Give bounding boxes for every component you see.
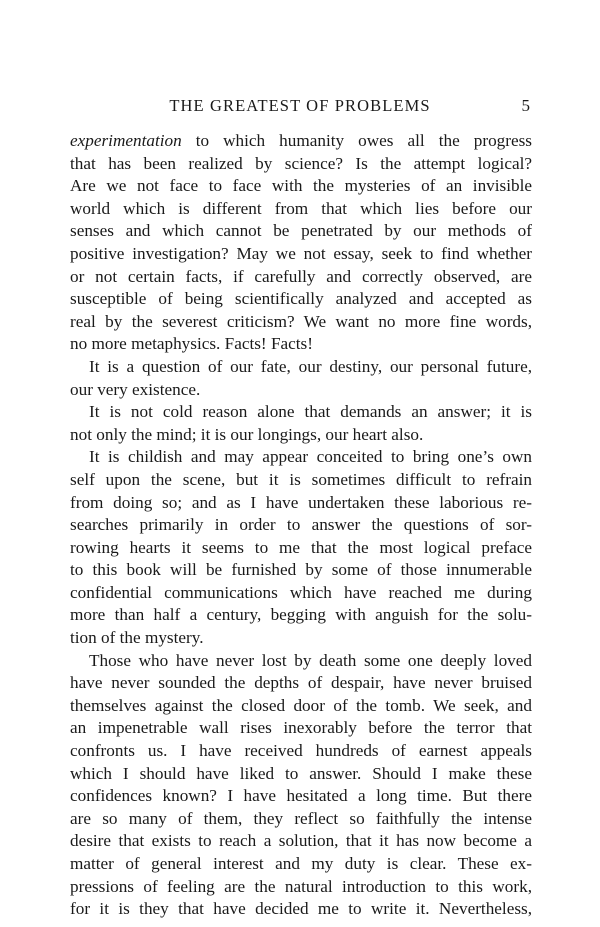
text-line [70, 130, 532, 153]
text-line: our very existence. [70, 379, 201, 399]
text-line: It is a question of our fate, our destiny, our personal future, [89, 356, 532, 376]
text-line: world which is different from that which lies before our [70, 198, 532, 218]
text-line: confidential communications which have reached me during [70, 582, 532, 602]
text-line: susceptible of being scientifically analyzed and accepted as [70, 289, 532, 309]
text-line: have never sounded the depths of despair, have never bruised [70, 673, 532, 693]
text-line: not only the mind; it is our longings, our heart also. [70, 424, 424, 444]
text-line: for it is they that have decided me to write it. Nevertheless, [70, 899, 532, 919]
text-line: rowing hearts it seems to me that the most logical preface [70, 537, 532, 557]
text-line: Those who have never lost by death some one deeply loved [89, 650, 532, 670]
text-line: which I should have liked to answer. Should I make these [70, 763, 532, 783]
line-text: to which humanity owes all the progress [181, 131, 532, 150]
text-line: searches primarily in order to answer the questions of sor- [70, 515, 532, 535]
text-line: themselves against the closed door of the tomb. We seek, and [70, 695, 532, 715]
running-head [70, 96, 530, 118]
text-line: It is childish and may appear conceited to bring one’s own [89, 447, 532, 467]
text-line: It is not cold reason alone that demands an answer; it is [89, 402, 532, 422]
page-number: 5 [521, 96, 530, 115]
text-line: an impenetrable wall rises inexorably before the terror that [70, 718, 532, 738]
text-line: Are we not face to face with the mysteries of an invisible [70, 176, 532, 196]
text-line: real by the severest criticism? We want no more fine words, [70, 311, 532, 331]
text-line: positive investigation? May we not essay, seek to find whether [70, 243, 532, 263]
text-line: no more metaphysics. Facts! Facts! [70, 334, 313, 354]
text-line: that has been realized by science? Is the attempt logical? [70, 153, 532, 173]
text-line: tion of the mystery. [70, 628, 204, 648]
text-line: self upon the scene, but it is sometimes difficult to refrain [70, 469, 532, 489]
text-line: confidences known? I have hesitated a long time. But there [70, 786, 532, 806]
text-line: confronts us. I have received hundreds of earnest appeals [70, 741, 532, 761]
text-line: pressions of feeling are the natural introduction to this work, [70, 876, 532, 896]
text-line: or not certain facts, if carefully and correctly observed, are [70, 266, 532, 286]
text-line: more than half a century, begging with anguish for the solu- [70, 605, 532, 625]
text-line: senses and which cannot be penetrated by our methods of [70, 221, 532, 241]
body-text [70, 130, 532, 921]
text-line: are so many of them, they reflect so faithfully the intense [70, 808, 532, 828]
text-line: to this book will be furnished by some of those innumerable [70, 560, 532, 580]
emphasized-word: experimentation [70, 131, 182, 150]
text-line: desire that exists to reach a solution, that it has now become a [70, 831, 532, 851]
text-line: from doing so; and as I have undertaken these laborious re- [70, 492, 532, 512]
text-line: matter of general interest and my duty is clear. These ex- [70, 854, 532, 873]
running-head-title: THE GREATEST OF PROBLEMS [169, 96, 431, 115]
